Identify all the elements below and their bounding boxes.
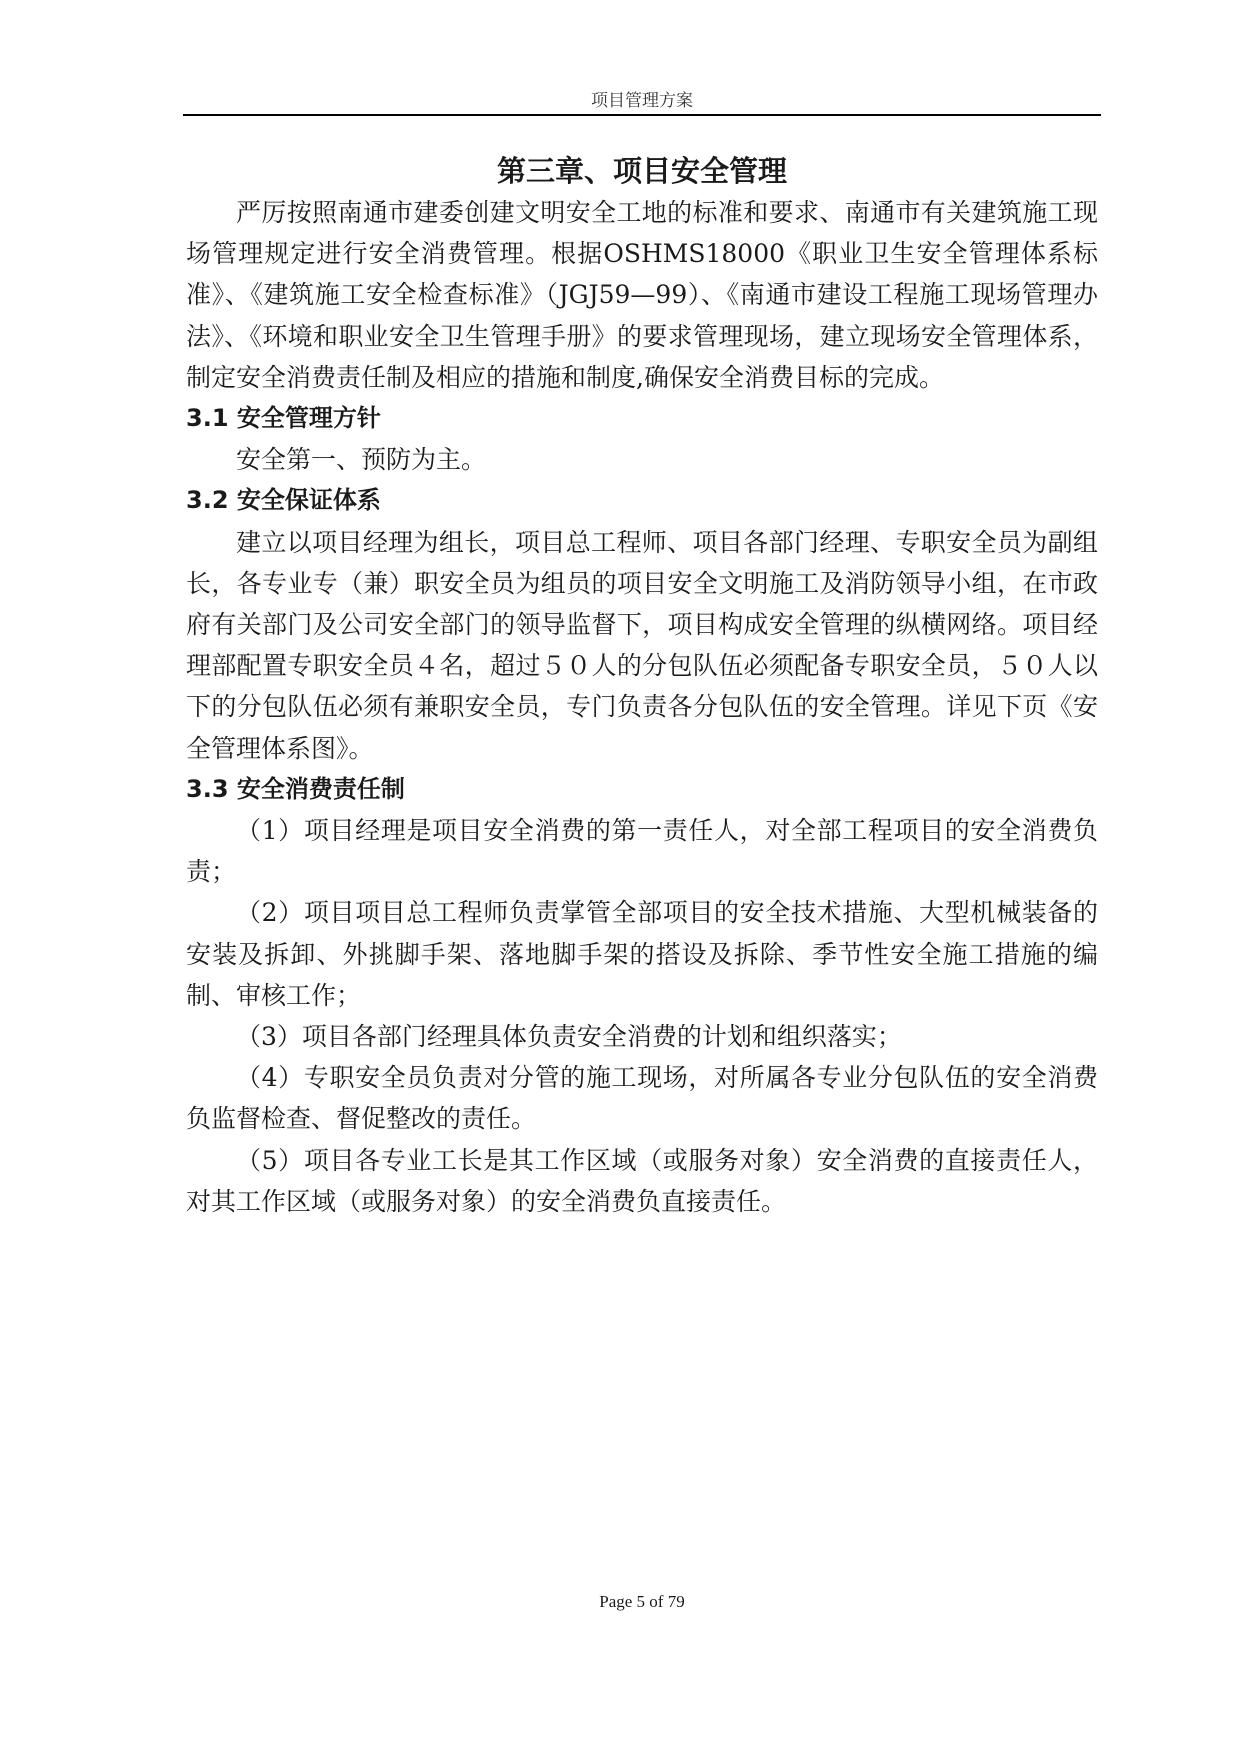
page-header: 项目管理方案 — [591, 91, 693, 111]
responsibility-item-5: （5）项目各专业工长是其工作区域（或服务对象）安全消费的直接责任人，对其工作区域（或服务对象）的安全消费负直接责任。 — [186, 1145, 1098, 1216]
responsibility-item-3: （3）项目各部门经理具体负责安全消费的计划和组织落实； — [236, 1022, 902, 1052]
responsibility-item-2: （2）项目项目总工程师负责掌管全部项目的安全技术措施、大型机械装备的安装及拆卸、外挑脚手架、落地脚手架的搭设及拆除、季节性安全施工措施的编制、审核工作； — [186, 898, 1098, 1010]
section-heading-3-3: 3.3 安全消费责任制 — [186, 774, 405, 803]
document-body — [186, 150, 1098, 1222]
page-number: Page 5 of 79 — [599, 1592, 685, 1611]
chapter-title: 第三章、项目安全管理 — [496, 154, 787, 188]
responsibility-item-4: （4）专职安全员负责对分管的施工现场，对所属各专业分包队伍的安全消费负监督检查、督促整改的责任。 — [186, 1063, 1098, 1134]
section-3-1-text: 安全第一、预防为主。 — [236, 445, 487, 475]
header-divider — [183, 114, 1101, 116]
responsibility-item-1: （1）项目经理是项目安全消费的第一责任人，对全部工程项目的安全消费负责； — [186, 816, 1098, 887]
intro-paragraph: 严厉按照南通市建委创建文明安全工地的标准和要求、南通市有关建筑施工现场管理规定进行安全消费管理。根据OSHMS18000《职业卫生安全管理体系标准》、《建筑施工安全检查标准》（JGJ59—99）、《南通市建设工程施工现场管理办法》、《环境和职业安全卫生管理手册》的要求管理现场，建立现场安全管理体系，制定安全消费责任制及相应的措施和制度,确保安全消费目标的完成。 — [186, 198, 1098, 392]
section-heading-3-1: 3.1 安全管理方针 — [186, 404, 381, 433]
section-heading-3-2: 3.2 安全保证体系 — [186, 486, 381, 515]
section-3-2-text: 建立以项目经理为组长，项目总工程师、项目各部门经理、专职安全员为副组长，各专业专（兼）职安全员为组员的项目安全文明施工及消防领导小组，在市政府有关部门及公司安全部门的领导监督下，项目构成安全管理的纵横网络。项目经理部配置专职安全员４名，超过５０人的分包队伍必须配备专职安全员，５０人以下的分包队伍必须有兼职安全员，专门负责各分包队伍的安全管理。详见下页《安全管理体系图》。 — [186, 527, 1098, 763]
